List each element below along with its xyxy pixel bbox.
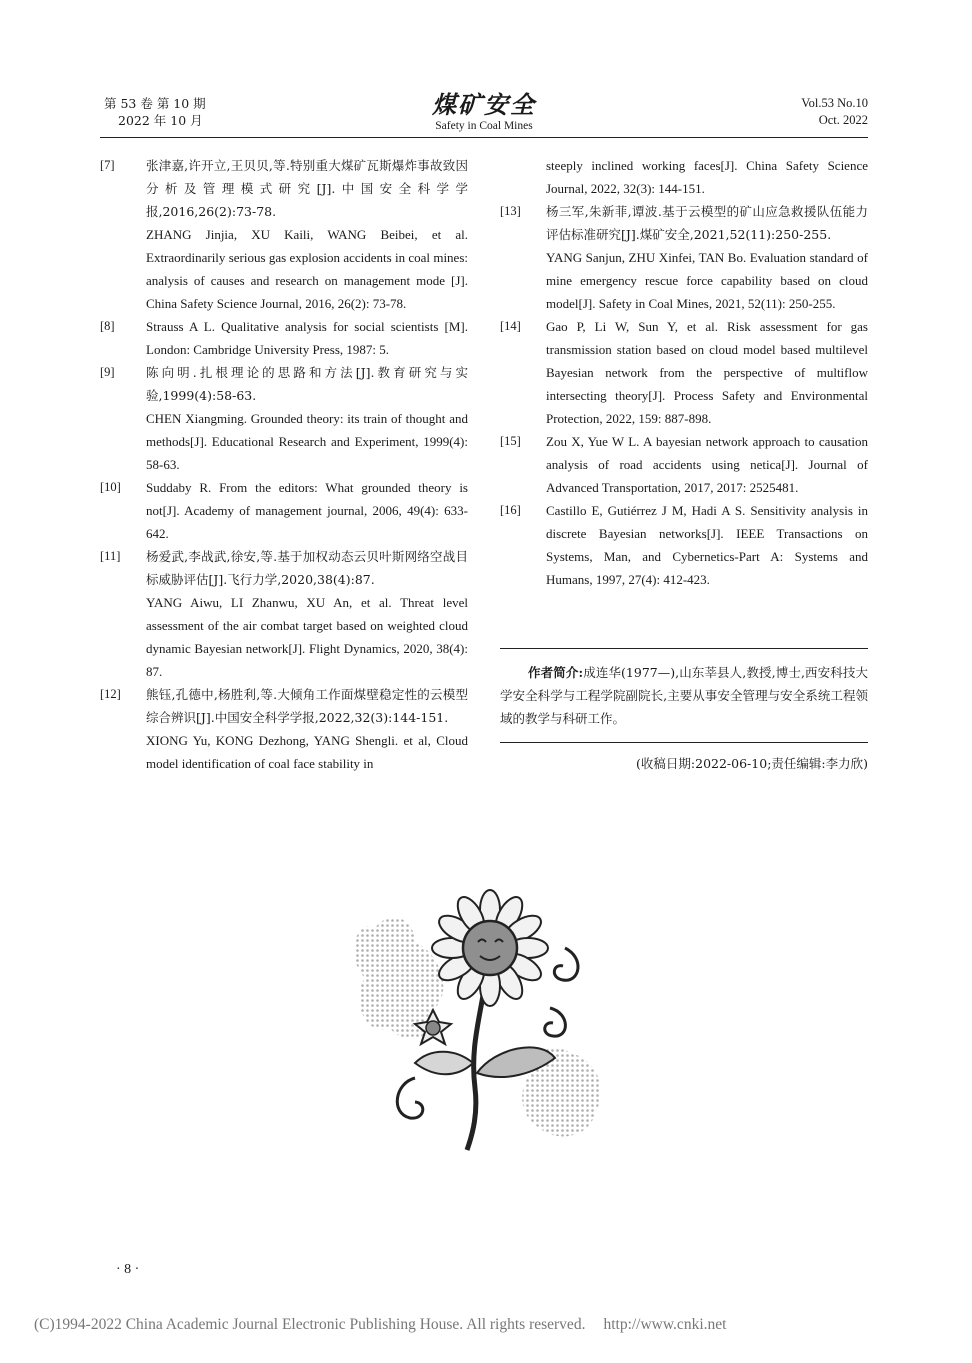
reference-number: [7]: [100, 158, 115, 172]
volume-issue-english: Vol.53 No.10: [801, 96, 868, 110]
reference-chinese: 陈向明.扎根理论的思路和方法[J].教育研究与实验,1999(4):58-63.: [146, 365, 468, 403]
tendril-upper: [554, 948, 578, 980]
reference-continuation-text: steeply inclined working faces[J]. China Safety Science Journal, 2022, 32(3): 144-151.: [546, 158, 868, 196]
reference-number: [10]: [100, 480, 121, 494]
journal-masthead: [384, 90, 584, 133]
page-number: · 8 ·: [116, 1262, 140, 1277]
tendril-lower: [545, 1008, 566, 1036]
journal-title-english: Safety in Coal Mines: [435, 120, 533, 132]
reference-english: Castillo E, Gutiérrez J M, Hadi A S. Sensitivity analysis in discrete Bayesian networks[J]. IEEE Transactions on Systems, Man, and Cybernetics-Part A: Systems and Humans, 1997, 27(4): 412-423.: [546, 503, 868, 587]
leaf-left: [415, 1052, 473, 1075]
issue-info: [104, 95, 206, 129]
reference-chinese: 张津嘉,许开立,王贝贝,等.特别重大煤矿瓦斯爆炸事故致因分析及管理模式研究[J].中国安全科学学报,2016,26(2):73-78.: [146, 158, 468, 219]
issue-date: 2022 年 10 月: [118, 113, 203, 128]
reference-chinese: 熊钰,孔德中,杨胜利,等.大倾角工作面煤壁稳定性的云模型综合辨识[J].中国安全科学学报,2022,32(3):144-151.: [146, 687, 468, 725]
reference-column-left: [100, 154, 468, 775]
sunflower-illustration: [345, 888, 610, 1153]
cnki-url: http://www.cnki.net: [603, 1316, 727, 1333]
reference-number: [11]: [100, 549, 121, 563]
reference-continuation: [500, 154, 868, 200]
reference-column-right: [500, 154, 868, 591]
reference-item: [500, 200, 868, 315]
author-bio-label: 作者简介:: [528, 665, 584, 680]
reference-english: Gao P, Li W, Sun Y, et al. Risk assessment for gas transmission station based on cloud model based multilevel Bayesian network from the perspective of multiflow intersecting theory[J]. Process Safety and Environmental Protection, 2022, 159: 887-898.: [546, 319, 868, 426]
journal-title-chinese: 煤矿安全: [432, 90, 536, 119]
header-divider: [100, 137, 868, 138]
author-bio: [500, 648, 868, 730]
reference-item: [100, 476, 468, 545]
reference-english: Strauss A L. Qualitative analysis for social scientists [M]. London: Cambridge University Press, 1987: 5.: [146, 319, 468, 357]
volume-issue: 第 53 卷 第 10 期: [104, 96, 206, 111]
reference-number: [14]: [500, 319, 521, 333]
reference-english: CHEN Xiangming. Grounded theory: its train of thought and methods[J]. Educational Research and Experiment, 1999(4): 58-63.: [146, 411, 468, 472]
main-flower: [432, 890, 548, 1006]
reference-number: [9]: [100, 365, 115, 379]
reference-item: [100, 545, 468, 683]
reference-item: [100, 361, 468, 476]
author-bio-paragraph: [500, 661, 868, 730]
tendril-left: [397, 1078, 423, 1118]
reference-english: YANG Aiwu, LI Zhanwu, XU An, et al. Threat level assessment of the air combat target based on weighted cloud dynamic Bayesian network[J]. Flight Dynamics, 2020, 38(4): 87.: [146, 595, 468, 679]
author-bio-divider: [500, 742, 868, 743]
copyright-footer: [34, 1316, 726, 1334]
reference-english: ZHANG Jinjia, XU Kaili, WANG Beibei, et al. Extraordinarily serious gas explosion accidents in coal mines: analysis of causes and research on management mode [J]. China Safety Science Journal, 2016, 26(2): 73-78.: [146, 227, 468, 311]
reference-item: [500, 315, 868, 430]
reference-item: [100, 154, 468, 315]
reference-item: [100, 683, 468, 775]
reference-english: YANG Sanjun, ZHU Xinfei, TAN Bo. Evaluation standard of mine emergency rescue force capability based on cloud model[J]. Safety in Coal Mines, 2021, 52(11): 250-255.: [546, 250, 868, 311]
reference-number: [8]: [100, 319, 115, 333]
issue-date-english: Oct. 2022: [818, 113, 868, 127]
copyright-text: (C)1994-2022 China Academic Journal Electronic Publishing House. All rights reserved.: [34, 1316, 586, 1333]
reference-english: Suddaby R. From the editors: What grounded theory is not[J]. Academy of management journal, 2006, 49(4): 633-642.: [146, 480, 468, 541]
reference-number: [16]: [500, 503, 521, 517]
reference-number: [12]: [100, 687, 121, 701]
reference-item: [500, 499, 868, 591]
received-date-editor: (收稿日期:2022-06-10;责任编辑:李力欣): [636, 756, 868, 771]
reference-item: [100, 315, 468, 361]
reference-number: [13]: [500, 204, 521, 218]
reference-english: Zou X, Yue W L. A bayesian network approach to causation analysis of road accidents using netica[J]. Journal of Advanced Transportation, 2017, 2017: 2525481.: [546, 434, 868, 495]
author-bio-text: 成连华(1977—),山东莘县人,教授,博士,西安科技大学安全科学与工程学院副院长,主要从事安全管理与安全系统工程领域的教学与科研工作。: [500, 665, 868, 726]
reference-chinese: 杨三军,朱新菲,谭波.基于云模型的矿山应急救援队伍能力评估标准研究[J].煤矿安全,2021,52(11):250-255.: [546, 204, 868, 242]
reference-english: XIONG Yu, KONG Dezhong, YANG Shengli. et al, Cloud model identification of coal face stability in: [146, 733, 468, 771]
issue-info-english: [801, 95, 868, 129]
reference-item: [500, 430, 868, 499]
reference-chinese: 杨爱武,李战武,徐安,等.基于加权动态云贝叶斯网络空战目标威胁评估[J].飞行力学,2020,38(4):87.: [146, 549, 468, 587]
reference-number: [15]: [500, 434, 521, 448]
